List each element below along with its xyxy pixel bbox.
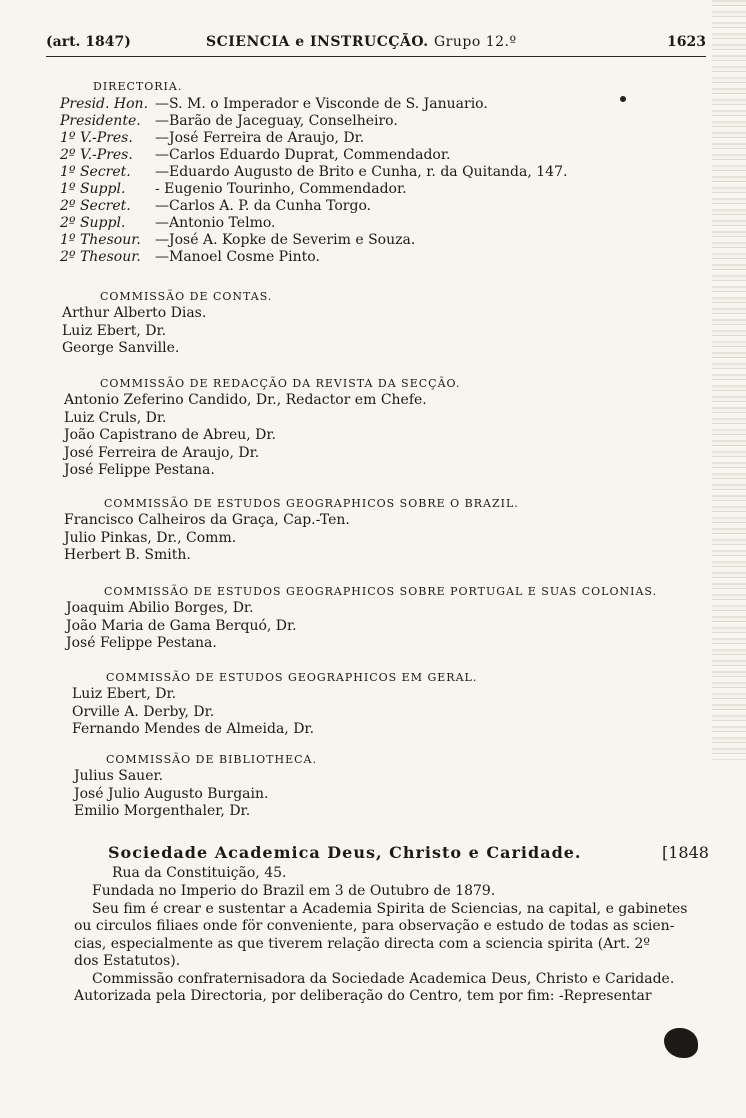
commissao-member: João Capistrano de Abreu, Dr. [64,427,277,443]
commissao-member: Herbert B. Smith. [64,547,191,563]
directoria-name: —José Ferreira de Araujo, Dr. [155,130,365,146]
commissao-member: George Sanville. [62,340,180,356]
directoria-role: 1º Suppl. [60,181,126,197]
directoria-name: —Eduardo Augusto de Brito e Cunha, r. da Quitanda, 147. [155,164,568,180]
commissao-member: Fernando Mendes de Almeida, Dr. [72,721,315,737]
sociedade-line: ou circulos filiaes onde för conveniente, para observação e estudo de todas as scien- [74,918,675,934]
commissao-member: Luiz Ebert, Dr. [72,686,177,702]
sociedade-line: cias, especialmente as que tiverem relação directa com a sciencia spirita (Art. 2º [74,935,651,952]
commissao-member: José Ferreira de Araujo, Dr. [64,444,260,461]
directoria-row [60,164,567,180]
commissao-title: COMMISSÃO DE CONTAS. [100,290,273,303]
commissao-member: Francisco Calheiros da Graça, Cap.-Ten. [64,512,350,528]
page-header [46,34,706,57]
commissao-title: COMMISSÃO DE BIBLIOTHECA. [106,753,317,766]
commissao-title: COMMISSÃO DE ESTUDOS GEOGRAPHICOS SOBRE O BRAZIL. [104,497,519,510]
directoria-row [60,232,415,248]
scan-edge-texture [712,0,746,760]
ink-dot [620,96,626,102]
header-title-text: SCIENCIA e INSTRUCÇÃO. [206,34,429,50]
directoria-name: —Manoel Cosme Pinto. [155,249,320,265]
commissao-member: João Maria de Gama Berquó, Dr. [66,617,297,634]
directoria-name: —Barão de Jaceguay, Conselheiro. [155,113,398,129]
directoria-row [60,215,275,231]
directoria-role: 1º V.-Pres. [60,130,133,146]
directoria-role: 2º Secret. [60,198,131,214]
directoria-role: 1º Secret. [60,164,131,180]
directoria-role: 1º Thesour. [60,232,141,248]
commissao-member: Julio Pinkas, Dr., Comm. [64,529,237,546]
commissao-member: Julius Sauer. [74,768,164,784]
commissao-member: José Felippe Pestana. [64,462,215,478]
header-group: Grupo 12.º [433,34,517,50]
sociedade-address: Rua da Constituição, 45. [112,865,287,881]
directoria-row [60,113,398,129]
commissao-member: José Julio Augusto Burgain. [74,785,269,802]
commissao-member: Joaquim Abilio Borges, Dr. [66,600,254,616]
directoria-role: 2º V.-Pres. [60,147,133,163]
sociedade-title: Sociedade Academica Deus, Christo e Caridade. [108,843,582,862]
sociedade-article: [1848 [662,843,709,862]
ink-blot [664,1028,698,1058]
commissao-member: Luiz Ebert, Dr. [62,322,167,339]
directoria-name: —Carlos A. P. da Cunha Torgo. [155,198,372,214]
sociedade-line: Fundada no Imperio do Brazil em 3 de Outubro de 1879. [92,883,496,899]
directoria-role: 2º Suppl. [60,215,126,231]
commissao-title: COMMISSÃO DE ESTUDOS GEOGRAPHICOS SOBRE PORTUGAL E SUAS COLONIAS. [104,585,658,598]
directoria-row [60,181,407,197]
sociedade-line: Autorizada pela Directoria, por deliberação do Centro, tem por fim: -Representar [74,988,652,1004]
header-article-range: (art. 1847) [46,34,131,50]
commissao-member: Arthur Alberto Dias. [62,305,207,321]
commissao-member: Emilio Morgenthaler, Dr. [74,803,251,819]
directoria-name: —Antonio Telmo. [155,215,276,231]
page-number: 1623 [667,34,706,50]
commissao-title: COMMISSÃO DE REDACÇÃO DA REVISTA DA SECÇÃO. [100,377,461,390]
header-title [206,34,517,50]
commissao-member: Orville A. Derby, Dr. [72,703,215,720]
directoria-role: Presid. Hon. [60,96,149,112]
directoria-row [60,96,488,112]
directoria-name: - Eugenio Tourinho, Commendador. [155,181,407,197]
directoria-row [60,249,320,265]
directoria-role: Presidente. [60,113,141,129]
sociedade-line: Commissão confraternisadora da Sociedade Academica Deus, Christo e Caridade. [92,970,675,987]
commissao-member: Antonio Zeferino Candido, Dr., Redactor em Chefe. [64,392,427,408]
directoria-name: —S. M. o Imperador e Visconde de S. Januario. [155,96,488,112]
directoria-row [60,130,364,146]
directoria-name: —José A. Kopke de Severim e Souza. [155,232,416,248]
commissao-member: José Felippe Pestana. [66,635,217,651]
sociedade-line: Seu fim é crear e sustentar a Academia Spirita de Sciencias, na capital, e gabinetes [92,900,688,917]
commissao-title: COMMISSÃO DE ESTUDOS GEOGRAPHICOS EM GERAL. [106,671,478,684]
directoria-row [60,198,371,214]
sociedade-line: dos Estatutos). [74,953,181,969]
commissao-member: Luiz Cruls, Dr. [64,409,167,426]
directoria-name: —Carlos Eduardo Duprat, Commendador. [155,147,451,163]
directoria-row [60,147,450,163]
directoria-role: 2º Thesour. [60,249,141,265]
directoria-title: DIRECTORIA. [93,80,183,93]
